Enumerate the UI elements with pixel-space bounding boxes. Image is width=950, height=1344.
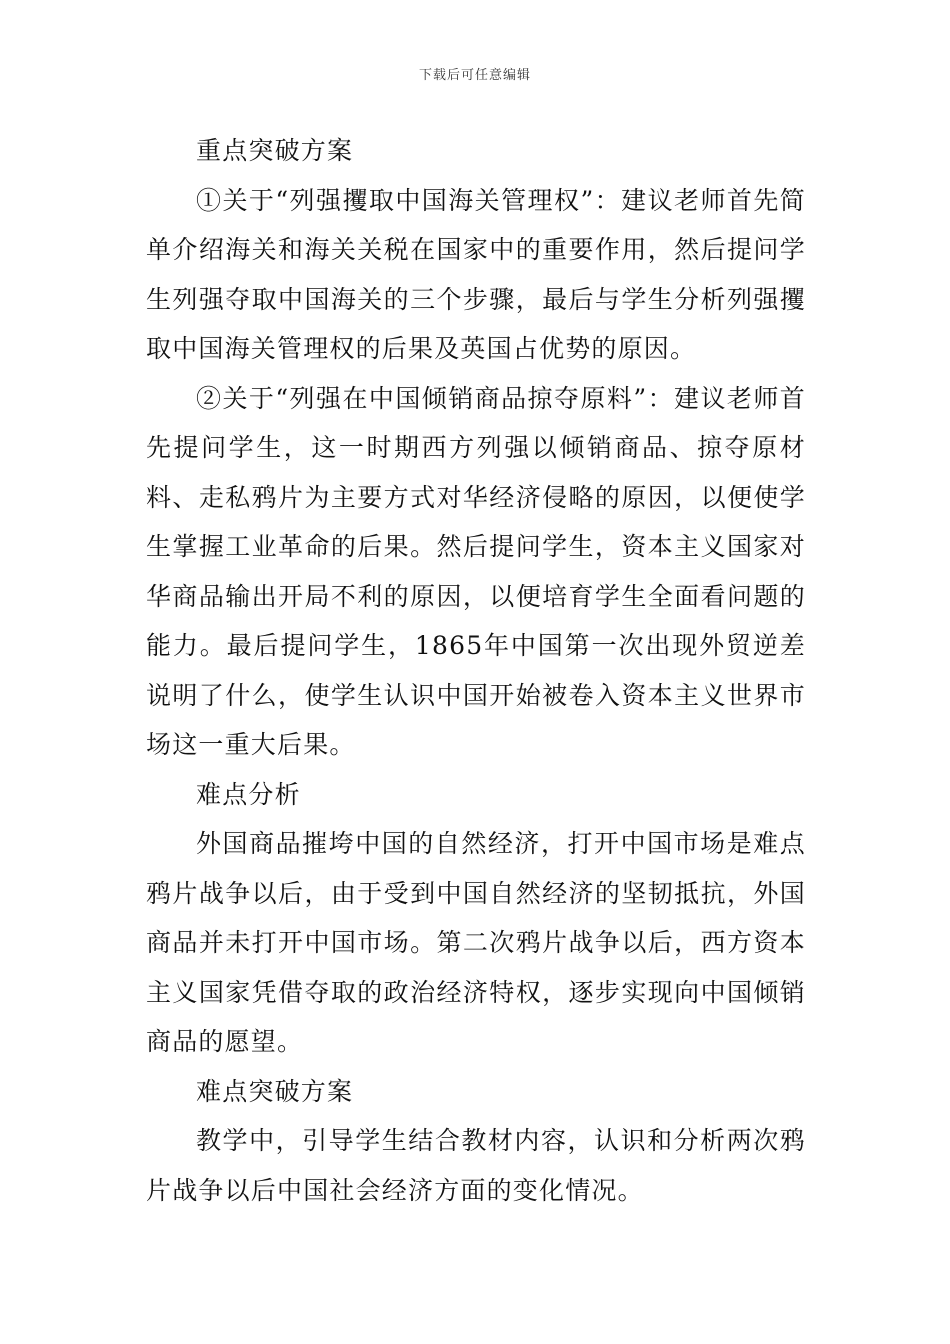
document-body xyxy=(146,126,806,1215)
page-header-note: 下载后可任意编辑 xyxy=(418,68,531,83)
paragraph-teaching: 教学中，引导学生结合教材内容，认识和分析两次鸦片战争以后中国社会经济方面的变化情况。 xyxy=(146,1126,806,1205)
section-heading-difficulty-analysis: 难点分析 xyxy=(196,779,301,809)
paragraph-difficulty: 外国商品摧垮中国的自然经济，打开中国市场是难点鸦片战争以后，由于受到中国自然经济的坚韧抵抗，外国商品并未打开中国市场。第二次鸦片战争以后，西方资本主义国家凭借夺取的政治经济特权，逐步实现向中国倾销商品的愿望。 xyxy=(146,829,806,1056)
section-heading-key-points: 重点突破方案 xyxy=(196,136,354,165)
section-heading-difficulty-solution: 难点突破方案 xyxy=(196,1076,354,1106)
paragraph-dumping-goods: ②关于“列强在中国倾销商品掠夺原料”：建议老师首先提问学生，这一时期西方列强以倾销商品、掠夺原材料、走私鸦片为主要方式对华经济侵略的原因，以便使学生掌握工业革命的后果。然后提问学生，资本主义国家对华商品输出开局不利的原因，以便培育学生全面看问题的能力。最后提问学生，1865年中国第一次出现外贸逆差说明了什么，使学生认识中国开始被卷入资本主义世界市场这一重大后果。 xyxy=(146,383,806,759)
paragraph-customs: ①关于“列强攫取中国海关管理权”：建议老师首先简单介绍海关和海关关税在国家中的重要作用，然后提问学生列强夺取中国海关的三个步骤，最后与学生分析列强攫取中国海关管理权的后果及英国占优势的原因。 xyxy=(146,185,806,363)
